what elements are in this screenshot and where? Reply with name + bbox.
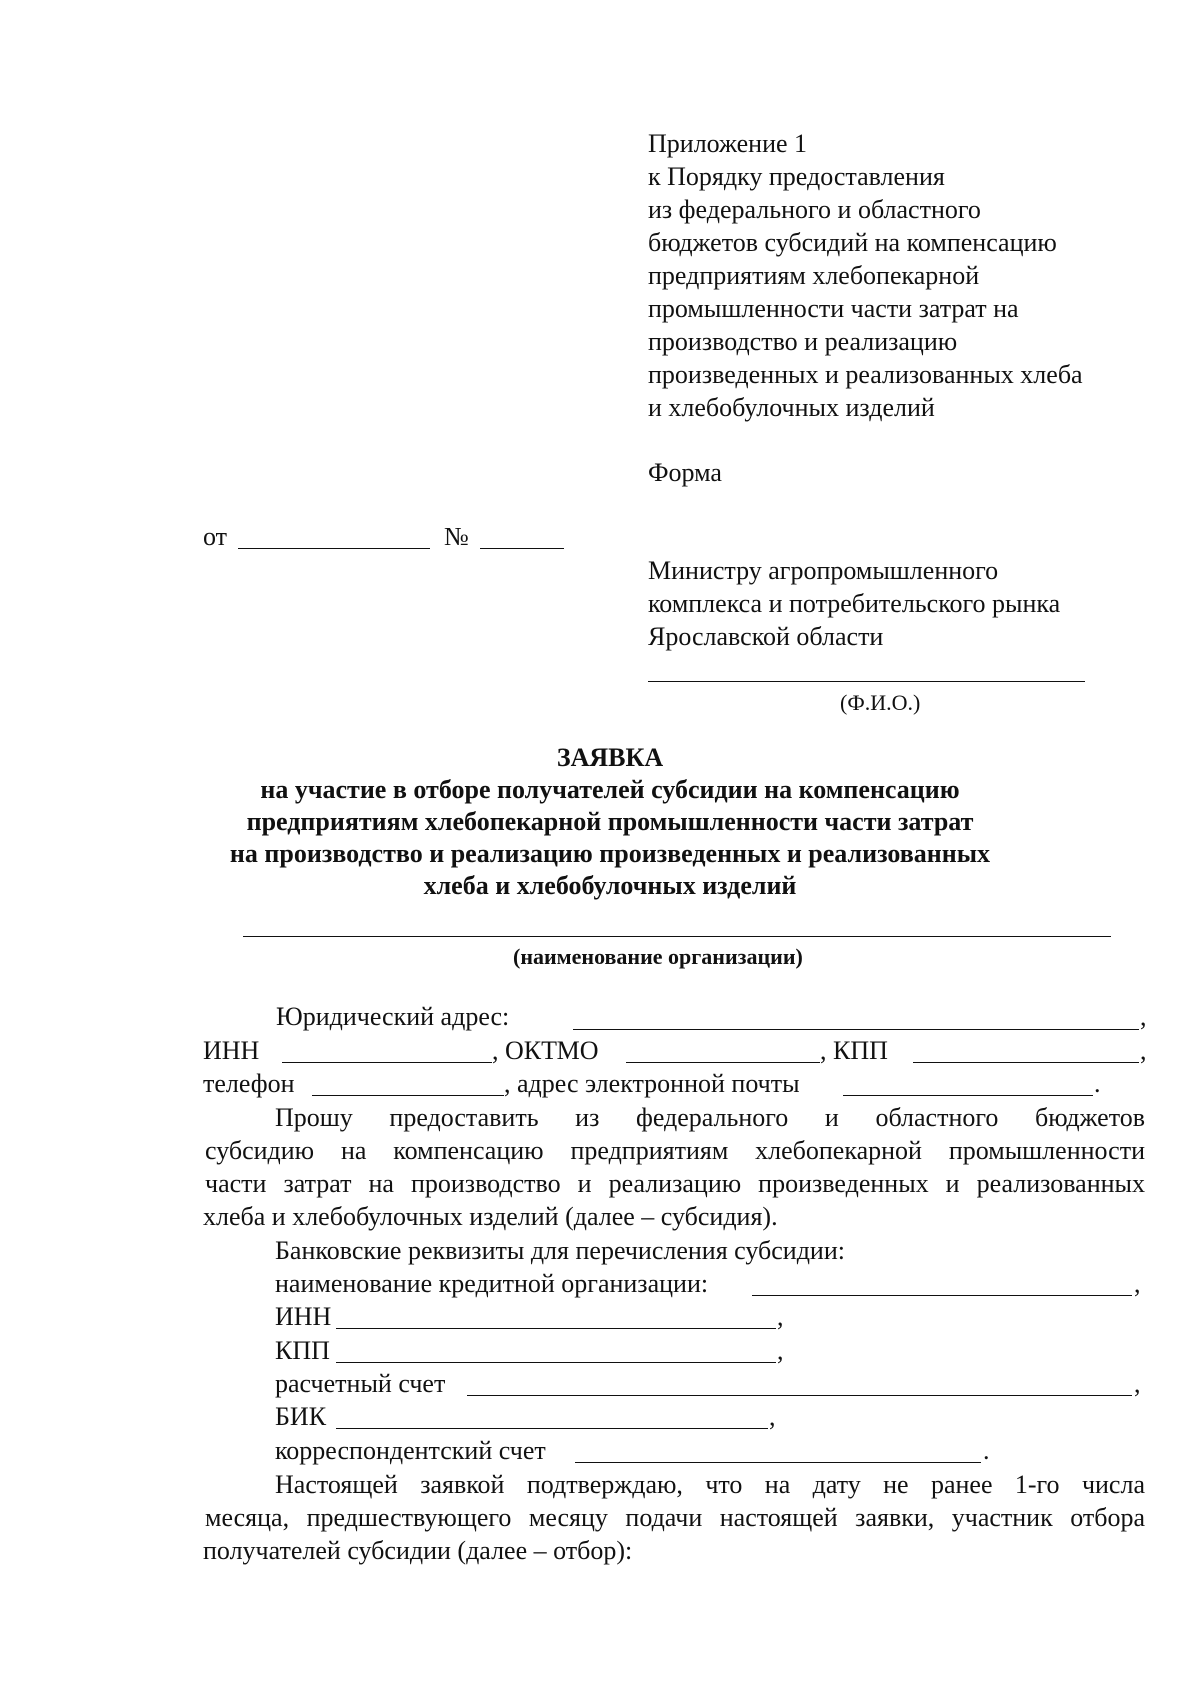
email-input-line[interactable] bbox=[843, 1095, 1093, 1096]
kpp-label: , КПП bbox=[820, 1036, 888, 1065]
appendix-line: бюджетов субсидий на компенсацию bbox=[648, 228, 1057, 257]
comma: , bbox=[777, 1302, 784, 1331]
comma: , bbox=[777, 1336, 784, 1365]
recipient-line: Министру агропромышленного bbox=[648, 556, 999, 585]
period: . bbox=[1094, 1069, 1101, 1098]
application-title bbox=[0, 742, 1200, 902]
title-line: хлеба и хлебобулочных изделий bbox=[423, 871, 797, 900]
request-paragraph-line: хлеба и хлебобулочных изделий (далее – субсидия). bbox=[203, 1202, 778, 1231]
comma: , bbox=[1140, 1002, 1147, 1031]
appendix-line: промышленности части затрат на bbox=[648, 294, 1019, 323]
appendix-line: и хлебобулочных изделий bbox=[648, 393, 935, 422]
title-line: на производство и реализацию произведенных и реализованных bbox=[229, 839, 991, 868]
comma: , bbox=[1134, 1369, 1141, 1398]
date-from-label: от bbox=[203, 522, 228, 551]
kpp-input-line[interactable] bbox=[913, 1062, 1139, 1063]
recipient-block bbox=[648, 554, 1060, 653]
appendix-header bbox=[648, 127, 1083, 424]
recipient-line: Ярославской области bbox=[648, 622, 884, 651]
inn-input-line[interactable] bbox=[282, 1062, 492, 1063]
fio-input-line[interactable] bbox=[648, 681, 1085, 682]
corr-account-label: корреспондентский счет bbox=[275, 1436, 546, 1465]
bank-kpp-label: КПП bbox=[275, 1336, 330, 1365]
request-paragraph-line: субсидию на компенсацию предприятиям хлебопекарной промышленности bbox=[205, 1136, 1145, 1165]
appendix-line: Приложение 1 bbox=[648, 129, 808, 158]
phone-input-line[interactable] bbox=[312, 1095, 504, 1096]
bank-inn-label: ИНН bbox=[275, 1302, 332, 1331]
confirm-paragraph-line: получателей субсидии (далее – отбор): bbox=[203, 1536, 633, 1565]
request-paragraph-line: части затрат на производство и реализацию произведенных и реализованных bbox=[205, 1169, 1145, 1198]
legal-address-input-line[interactable] bbox=[573, 1029, 1139, 1030]
title-line: на участие в отборе получателей субсидии на компенсацию bbox=[260, 775, 960, 804]
period: . bbox=[983, 1436, 990, 1465]
appendix-line: предприятиям хлебопекарной bbox=[648, 261, 980, 290]
appendix-line: произведенных и реализованных хлеба bbox=[648, 360, 1083, 389]
account-input-line[interactable] bbox=[467, 1395, 1132, 1396]
comma: , bbox=[769, 1402, 776, 1431]
fio-caption: (Ф.И.О.) bbox=[840, 690, 921, 715]
bik-label: БИК bbox=[275, 1402, 327, 1431]
organization-input-line[interactable] bbox=[243, 936, 1111, 937]
bank-details-heading: Банковские реквизиты для перечисления субсидии: bbox=[275, 1236, 845, 1265]
oktmo-input-line[interactable] bbox=[626, 1062, 820, 1063]
comma: , bbox=[1134, 1269, 1141, 1298]
bank-inn-input-line[interactable] bbox=[336, 1328, 776, 1329]
phone-label: телефон bbox=[203, 1069, 295, 1098]
organization-caption: (наименование организации) bbox=[513, 944, 803, 969]
number-input-line[interactable] bbox=[480, 548, 564, 549]
corr-account-input-line[interactable] bbox=[575, 1462, 981, 1463]
confirm-paragraph-line: Настоящей заявкой подтверждаю, что на дату не ранее 1-го числа bbox=[275, 1470, 1145, 1499]
account-label: расчетный счет bbox=[275, 1369, 446, 1398]
request-paragraph-line: Прошу предоставить из федерального и областного бюджетов bbox=[275, 1103, 1145, 1132]
inn-label: ИНН bbox=[203, 1036, 260, 1065]
appendix-line: к Порядку предоставления bbox=[648, 162, 945, 191]
email-label: , адрес электронной почты bbox=[504, 1069, 800, 1098]
title-heading: ЗАЯВКА bbox=[556, 743, 664, 772]
number-label: № bbox=[444, 522, 469, 551]
comma: , bbox=[1140, 1036, 1147, 1065]
date-input-line[interactable] bbox=[238, 548, 430, 549]
bank-name-input-line[interactable] bbox=[752, 1295, 1132, 1296]
appendix-line: производство и реализацию bbox=[648, 327, 958, 356]
bank-name-label: наименование кредитной организации: bbox=[275, 1269, 709, 1298]
confirm-paragraph-line: месяца, предшествующего месяцу подачи настоящей заявки, участник отбора bbox=[205, 1503, 1145, 1532]
legal-address-label: Юридический адрес: bbox=[276, 1002, 510, 1031]
recipient-line: комплекса и потребительского рынка bbox=[648, 589, 1061, 618]
bik-input-line[interactable] bbox=[336, 1428, 768, 1429]
appendix-line: из федерального и областного bbox=[648, 195, 981, 224]
oktmo-label: , ОКТМО bbox=[492, 1036, 599, 1065]
title-line: предприятиям хлебопекарной промышленности части затрат bbox=[246, 807, 974, 836]
bank-kpp-input-line[interactable] bbox=[336, 1362, 776, 1363]
form-label: Форма bbox=[648, 458, 722, 487]
